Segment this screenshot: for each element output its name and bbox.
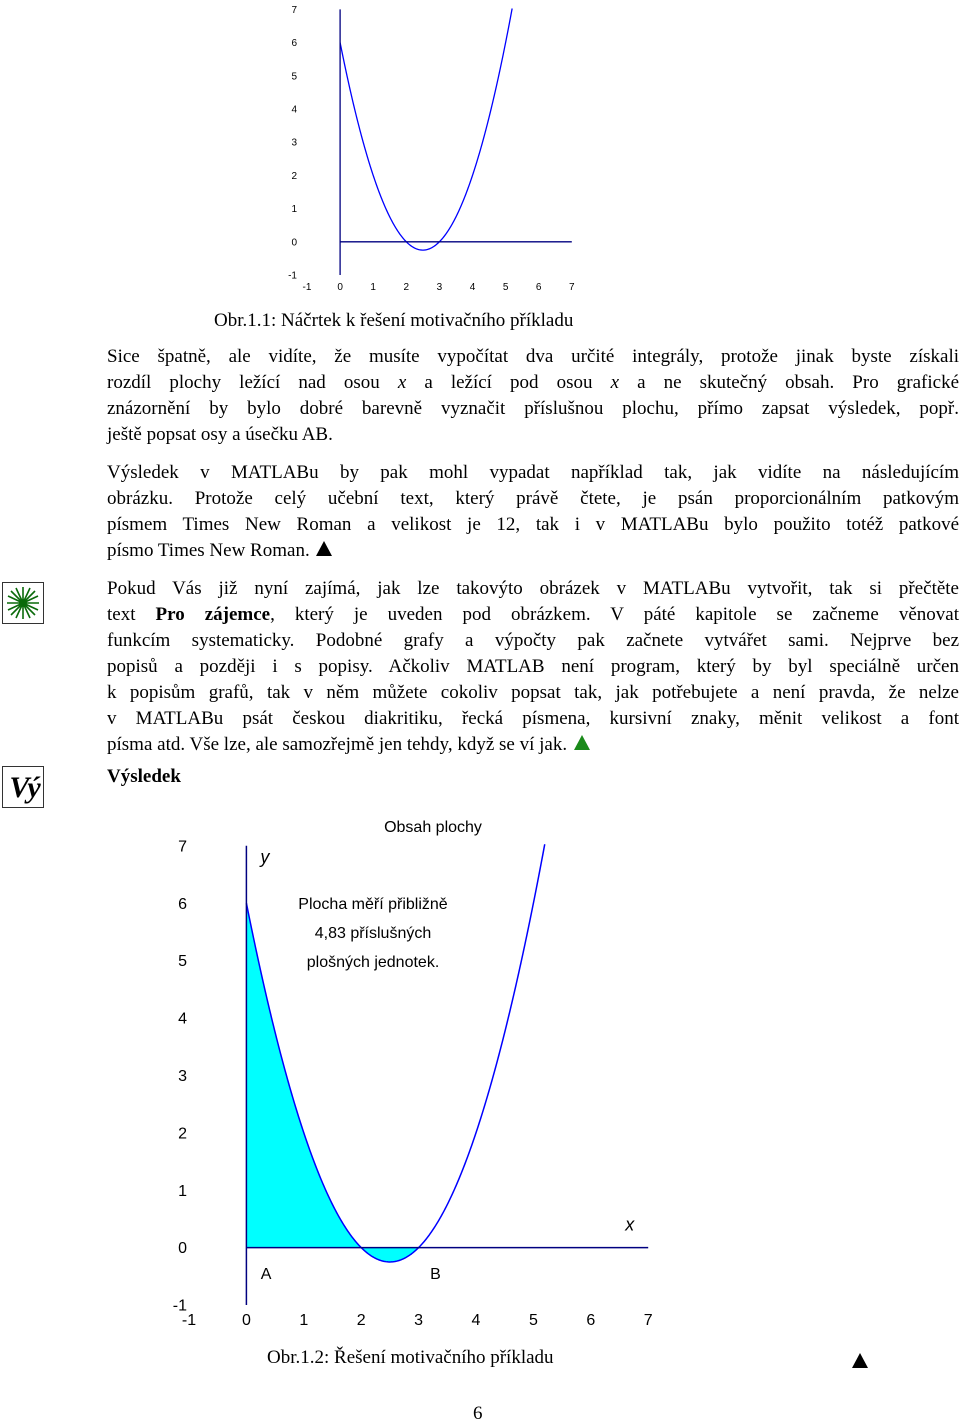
p3-line: Pokud Vás již nyní zajímá, jak lze takovýto obrázek v MATLABu vytvořit, tak si přečtěte — [107, 578, 959, 599]
f1-y-tick-label: 5 — [291, 71, 297, 83]
p3-line: funkcím systematicky. Podobné grafy a výpočty pak začnete vytvářet sami. Nejprve bez — [107, 630, 959, 651]
f1-y-tick-label: 2 — [291, 170, 297, 182]
p1-line: znázornění by bylo dobré barevně vyznačit příslušnou plochu, přímo zapsat výsledek, popř. — [107, 398, 959, 419]
f2-y-tick-label: 5 — [178, 953, 187, 971]
p3-line: k popisům grafů, tak v něm můžete cokoliv popsat tak, jak potřebujete a není pravda, že nelze — [107, 682, 959, 703]
figure2-x-label: x — [625, 1214, 635, 1235]
f2-y-tick-label: -1 — [172, 1297, 187, 1315]
f1-y-tick-label: 1 — [291, 204, 297, 216]
figure1-chart — [222, 0, 575, 293]
page-number: 6 — [473, 1403, 483, 1424]
f2-y-tick-label: 7 — [178, 838, 187, 856]
figure2-title: Obsah plochy — [384, 819, 482, 836]
p3-line: v MATLABu psát českou diakritiku, řecká písmena, kursivní znaky, měnit velikost a font — [107, 708, 959, 729]
compass-star-icon — [2, 582, 44, 624]
triangle-marker-icon — [852, 1353, 868, 1368]
paragraph-1 — [107, 344, 959, 448]
figure2-annotation-line: 4,83 příslušných — [314, 925, 432, 942]
f1-x-tick-label: -1 — [302, 282, 312, 293]
figure2-chart — [170, 808, 665, 1336]
p2-line: Výsledek v MATLABu by pak mohl vypadat například tak, jak vidíte na následujícím — [107, 462, 959, 483]
figure2-point-a: A — [260, 1266, 272, 1284]
p2-line: obrázku. Protože celý učební text, který právě čtete, je psán proporcionálním patkovým — [107, 488, 959, 509]
triangle-marker-icon — [316, 541, 332, 556]
f2-x-tick-label: 6 — [586, 1312, 596, 1329]
f1-x-tick-label: 6 — [535, 282, 542, 293]
f1-y-tick-label: 7 — [291, 4, 297, 16]
figure2-y-label: y — [260, 847, 270, 868]
f2-y-tick-label: 1 — [178, 1182, 187, 1200]
vysledek-icon: Vý — [2, 766, 44, 808]
f2-y-tick-label: 4 — [178, 1010, 187, 1028]
f1-x-tick-label: 2 — [403, 282, 410, 293]
f2-y-tick-label: 2 — [178, 1125, 187, 1143]
f1-y-tick-label: -1 — [288, 270, 297, 282]
f2-x-tick-label: 5 — [528, 1312, 538, 1329]
p3-line: text Pro zájemce, který je uveden pod obrázkem. V páté kapitole se začneme věnovat — [107, 604, 959, 625]
green-triangle-marker-icon — [574, 735, 590, 750]
figure1-caption: Obr.1.1: Náčrtek k řešení motivačního příkladu — [214, 310, 574, 331]
figure2-annotation-line: plošných jednotek. — [306, 954, 440, 971]
f1-y-tick-label: 0 — [291, 237, 297, 249]
vysledek-heading: Výsledek — [107, 766, 181, 787]
f1-y-tick-label: 3 — [291, 137, 297, 149]
f2-y-tick-label: 0 — [178, 1240, 187, 1258]
figure2-point-b: B — [430, 1266, 441, 1284]
f2-x-tick-label: -1 — [181, 1312, 197, 1329]
f1-x-tick-label: 5 — [502, 282, 509, 293]
f1-x-tick-label: 3 — [436, 282, 443, 293]
p2-line: písmem Times New Roman a velikost je 12, tak i v MATLABu bylo použito totéž patkové — [107, 514, 959, 535]
paragraph-2 — [107, 460, 959, 564]
f2-y-tick-label: 3 — [178, 1068, 187, 1085]
p3-line: popisů a později i s popisy. Ačkoliv MATLAB není program, který by byl speciálně určen — [107, 656, 959, 677]
f2-x-tick-label: 2 — [356, 1312, 366, 1329]
f2-x-tick-label: 1 — [299, 1312, 309, 1329]
f2-x-tick-label: 4 — [471, 1312, 481, 1329]
p2-line: písmo Times New Roman. — [107, 538, 959, 564]
figure2-caption: Obr.1.2: Řešení motivačního příkladu — [267, 1347, 554, 1368]
f1-x-tick-label: 4 — [469, 282, 476, 293]
f1-y-tick-label: 4 — [291, 104, 297, 116]
p1-line: rozdíl plochy ležící nad osou x a ležící pod osou x a ne skutečný obsah. Pro grafické — [107, 372, 960, 393]
p1-line: ještě popsat osy a úsečku AB. — [107, 424, 333, 445]
paragraph-3 — [107, 576, 959, 758]
f2-x-tick-label: 3 — [414, 1312, 424, 1329]
f2-x-tick-label: 7 — [643, 1312, 653, 1329]
figure1-parabola — [340, 9, 512, 251]
f1-x-tick-label: 0 — [337, 282, 343, 293]
f1-y-tick-label: 6 — [291, 38, 297, 50]
f1-x-tick-label: 1 — [370, 282, 376, 293]
f1-x-tick-label: 7 — [569, 282, 575, 293]
figure2-annotation-line: Plocha měří přibližně — [298, 896, 448, 913]
p3-line: písma atd. Vše lze, ale samozřejmě jen tehdy, když se ví jak. — [107, 732, 959, 758]
f2-y-tick-label: 6 — [178, 895, 187, 913]
p1-line: Sice špatně, ale vidíte, že musíte vypočítat dva určité integrály, protože jinak byste získali — [107, 346, 959, 367]
f2-x-tick-label: 0 — [241, 1312, 251, 1329]
